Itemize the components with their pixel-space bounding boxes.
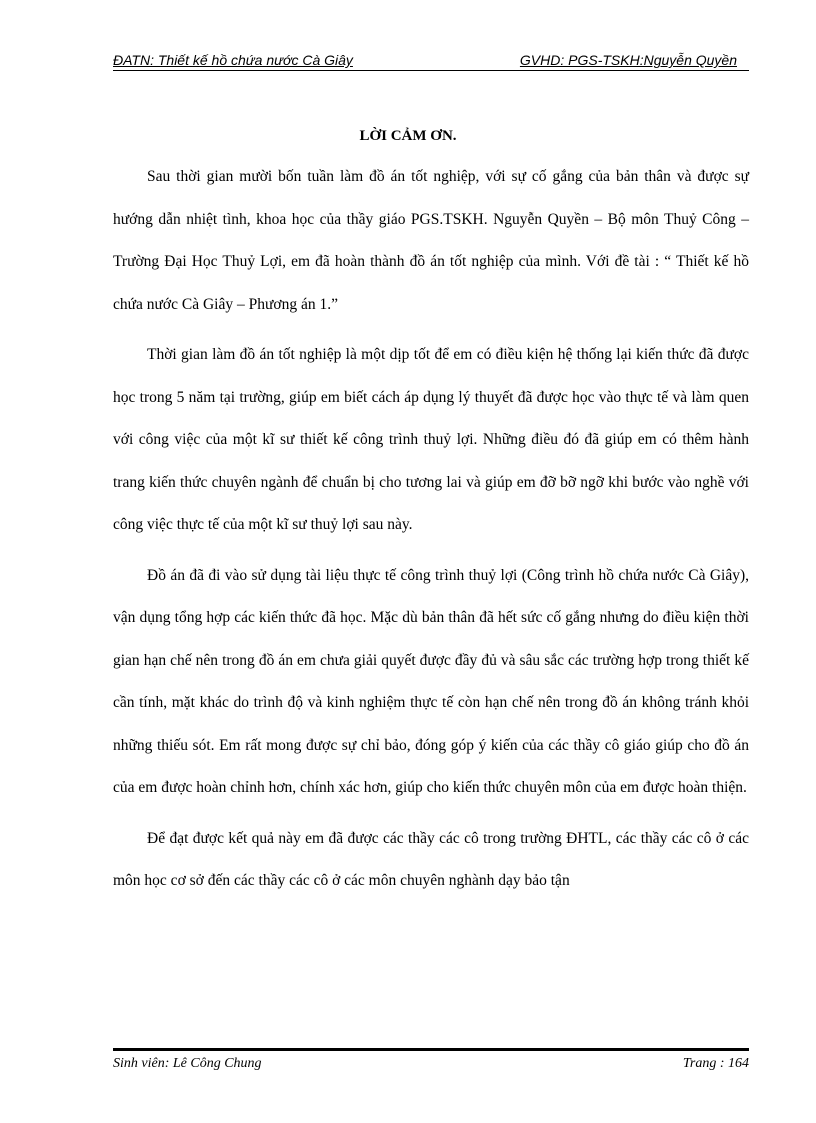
footer-student: Sinh viên: Lê Công Chung xyxy=(113,1056,262,1071)
paragraph: Thời gian làm đồ án tốt nghiệp là một dịp tốt để em có điều kiện hệ thống lại kiến thức đã được học trong 5 năm tại trường, giúp em biết cách áp dụng lý thuyết đã được học vào thực tế và làm quen với công việc của một kĩ sư thiết kế công trình thuỷ lợi. Những điều đó đã giúp em có thêm hành trang kiến thức chuyên ngành để chuẩn bị cho tương lai và giúp em đỡ bỡ ngỡ khi bước vào nghề với công việc thực tế của một kĩ sư thuỷ lợi sau này. xyxy=(113,346,749,533)
paragraph: Để đạt được kết quả này em đã được các thầy các cô trong trường ĐHTL, các thầy các cô ở các môn học cơ sở đến các thầy các cô ở các môn chuyên nghành dạy bảo tận xyxy=(113,829,749,889)
header-thesis-title: ĐATN: Thiết kế hồ chứa nước Cà Giây xyxy=(113,52,353,68)
paragraph: Sau thời gian mười bốn tuần làm đồ án tốt nghiệp, với sự cố gắng của bản thân và được sự hướng dẫn nhiệt tình, khoa học của thầy giáo PGS.TSKH. Nguyễn Quyền – Bộ môn Thuỷ Công – Trường Đại Học Thuỷ Lợi, em đã hoàn thành đồ án tốt nghiệp của mình. Với đề tài : “ Thiết kế hồ chứa nước Cà Giây – Phương án 1.” xyxy=(113,168,749,313)
page-title: LỜI CẢM ƠN. xyxy=(359,128,457,144)
header-supervisor: GVHD: PGS-TSKH:Nguyễn Quyền xyxy=(519,52,737,68)
page-header xyxy=(113,52,749,71)
footer-page-number: Trang : 164 xyxy=(682,1056,749,1071)
footer-divider xyxy=(113,1048,749,1051)
paragraph: Đồ án đã đi vào sử dụng tài liệu thực tế công trình thuỷ lợi (Công trình hồ chứa nước Cà Giây), vận dụng tổng hợp các kiến thức đã học. Mặc dù bản thân đã hết sức cố gắng nhưng do điều kiện thời gian hạn chế nên trong đồ án em chưa giải quyết được đầy đủ và sâu sắc các trường hợp trong thiết kế cần tính, mặt khác do trình độ và kinh nghiệm thực tế còn hạn chế nên trong đồ án không tránh khỏi những thiếu sót. Em rất mong được sự chỉ bảo, đóng góp ý kiến của các thầy cô giáo giúp cho đồ án của em được hoàn chỉnh hơn, chính xác hơn, giúp cho kiến thức chuyên môn của em được hoàn thiện. xyxy=(113,566,749,796)
document-body xyxy=(113,156,749,903)
